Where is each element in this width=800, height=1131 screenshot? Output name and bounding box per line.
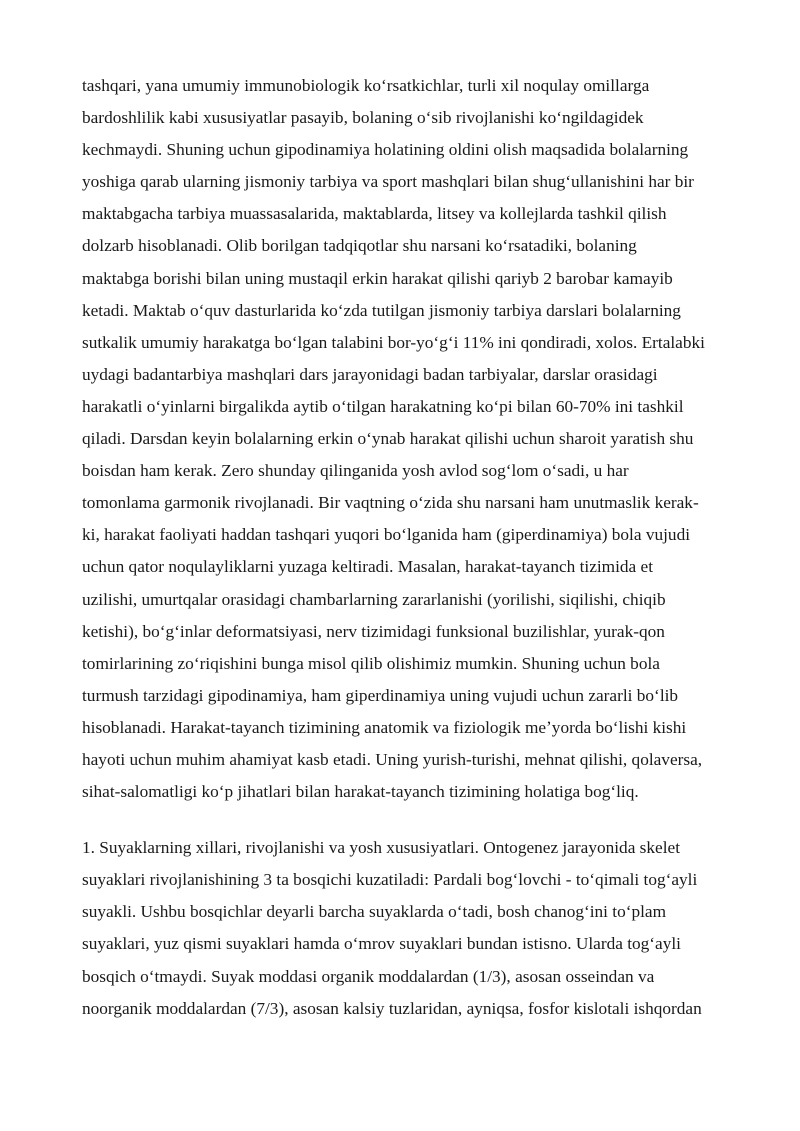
text-line: tomonlama garmonik rivojlanadi. Bir vaqtning oʻzida shu narsani ham unutmaslik kerak-	[82, 493, 699, 513]
text-line: uydagi badantarbiya mashqlari dars jarayonidagi badan tarbiyalar, darslar orasidagi	[82, 364, 658, 384]
text-line: suyaklari, yuz qismi suyaklari hamda oʻmrov suyaklari bundan istisno. Ularda togʻayli	[82, 934, 681, 954]
text-line: hayoti uchun muhim ahamiyat kasb etadi. Uning yurish-turishi, mehnat qilishi, qolaversa,	[82, 749, 703, 769]
text-line: maktabga borishi bilan uning mustaqil erkin harakat qilishi qariyb 2 barobar kamayib	[82, 268, 673, 288]
text-line: maktabgacha tarbiya muassasalarida, maktablarda, litsey va kollejlarda tashkil qilish	[82, 204, 667, 224]
text-line: dolzarb hisoblanadi. Olib borilgan tadqiqotlar shu narsani koʻrsatadiki, bolaning	[82, 236, 637, 256]
text-line: yoshiga qarab ularning jismoniy tarbiya va sport mashqlari bilan shugʻullanishini har bir	[82, 172, 694, 192]
text-line: ketishi), boʻgʻinlar deformatsiyasi, nerv tizimidagi funksional buzilishlar, yurak-qon	[82, 621, 665, 641]
text-line: bardoshlilik kabi xususiyatlar pasayib, bolaning oʻsib rivojlanishi koʻngildagidek	[82, 108, 644, 128]
text-line: qiladi. Darsdan keyin bolalarning erkin oʻynab harakat qilishi uchun sharoit yaratish shu	[82, 429, 694, 449]
text-line: uzilishi, umurtqalar orasidagi chambarlarning zararlanishi (yorilishi, siqilishi, chiqib	[82, 589, 666, 609]
text-line: suyaklari rivojlanishining 3 ta bosqichi kuzatiladi: Pardali bogʻlovchi - toʻqimali togʻayli	[82, 870, 698, 890]
text-line: kechmaydi. Shuning uchun gipodinamiya holatining oldini olish maqsadida bolalarning	[82, 140, 689, 160]
text-line: tomirlarining zoʻriqishini bunga misol qilib olishimiz mumkin. Shuning uchun bola	[82, 653, 660, 673]
paragraph-1	[82, 70, 762, 808]
text-line: 1. Suyaklarning xillari, rivojlanishi va yosh xususiyatlari. Ontogenez jarayonida skelet	[82, 838, 680, 858]
paragraph-spacer	[82, 808, 762, 832]
text-line: hisoblanadi. Harakat-tayanch tizimining anatomik va fiziologik meʼyorda boʻlishi kishi	[82, 717, 687, 737]
text-line: noorganik moddalardan (7/3), asosan kalsiy tuzlaridan, ayniqsa, fosfor kislotali ishqordan	[82, 998, 702, 1018]
document-body	[82, 70, 762, 1025]
text-line: ki, harakat faoliyati haddan tashqari yuqori boʻlganida ham (giperdinamiya) bola vujudi	[82, 525, 691, 545]
text-line: uchun qator noqulayliklarni yuzaga keltiradi. Masalan, harakat-tayanch tizimida et	[82, 557, 654, 577]
text-line: boisdan ham kerak. Zero shunday qilinganida yosh avlod sogʻlom oʻsadi, u har	[82, 461, 629, 481]
text-line: suyakli. Ushbu bosqichlar deyarli barcha suyaklarda oʻtadi, bosh chanogʻini toʻplam	[82, 902, 667, 922]
text-line: tashqari, yana umumiy immunobiologik koʻrsatkichlar, turli xil noqulay omillarga	[82, 76, 650, 95]
text-line: harakatli oʻyinlarni birgalikda aytib oʻtilgan harakatning koʻpi bilan 60-70% ini tashkil	[82, 396, 684, 416]
text-line: bosqich oʻtmaydi. Suyak moddasi organik moddalardan (1/3), asosan osseindan va	[82, 966, 655, 986]
text-line: sihat-salomatligi koʻp jihatlari bilan harakat-tayanch tizimining holatiga bogʻliq.	[82, 782, 639, 802]
text-line: sutkalik umumiy harakatga boʻlgan talabini bor-yoʻgʻi 11% ini qondiradi, xolos. Ertalabki	[82, 332, 705, 352]
text-line: ketadi. Maktab oʻquv dasturlarida koʻzda tutilgan jismoniy tarbiya darslari bolalarning	[82, 300, 681, 320]
text-line: turmush tarzidagi gipodinamiya, ham giperdinamiya uning vujudi uchun zararli boʻlib	[82, 685, 679, 705]
paragraph-2	[82, 832, 762, 1025]
